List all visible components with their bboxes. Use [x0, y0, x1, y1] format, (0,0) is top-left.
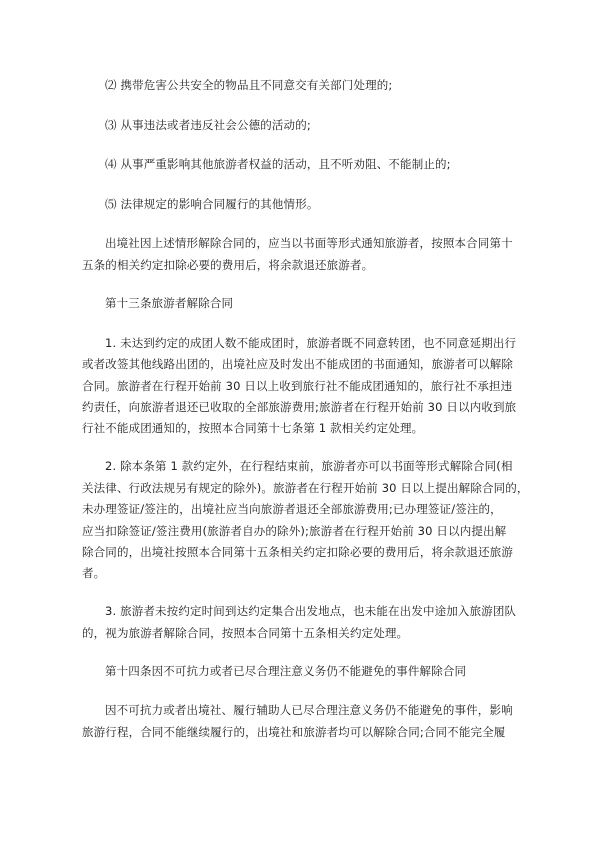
list-item: ⑷ 从事严重影响其他旅游者权益的活动，且不听劝阻、不能制止的; — [105, 157, 451, 171]
list-item: ⑸ 法律规定的影响合同履行的其他情形。 — [105, 197, 319, 211]
paragraph-line: 3. 旅游者未按约定时间到达约定集合出发地点，也未能在出发中途加入旅游团队 — [105, 604, 517, 618]
list-item: ⑶ 从事违法或者违反社会公德的活动的; — [105, 118, 311, 132]
paragraph-line: 1. 未达到约定的成团人数不能成团时，旅游者既不同意转团，也不同意延期出行 — [105, 336, 517, 350]
paragraph-line: 出境社因上述情形解除合同的，应当以书面等形式通知旅游者，按照本合同第十 — [105, 236, 513, 250]
paragraph-line: 除合同的，出境社按照本合同第十五条相关约定扣除必要的费用后，将余款退还旅游 — [82, 545, 514, 559]
section-heading: 第十三条旅游者解除合同 — [105, 296, 234, 310]
list-item: ⑵ 携带危害公共安全的物品且不同意交有关部门处理的; — [105, 78, 393, 92]
paragraph-line: 旅游行程，合同不能继续履行的，出境社和旅游者均可以解除合同;合同不能完全履 — [82, 725, 506, 739]
paragraph-line: 约责任，向旅游者退还已收取的全部旅游费用;旅游者在行程开始前 30 日以内收到旅 — [82, 400, 517, 414]
section-heading: 第十四条因不可抗力或者已尽合理注意义务仍不能避免的事件解除合同 — [105, 664, 467, 678]
paragraph-line: 的，视为旅游者解除合同，按照本合同第十五条相关约定处理。 — [82, 626, 409, 640]
paragraph-line: 行社不能成团通知的，按照本合同第十七条第 1 款相关约定处理。 — [82, 421, 424, 435]
paragraph-line: 或者改签其他线路出团的，出境社应及时发出不能成团的书面通知，旅游者可以解除 — [82, 357, 514, 371]
paragraph-line: 2. 除本条第 1 款约定外，在行程结束前，旅游者亦可以书面等形式解除合同(相 — [105, 459, 513, 473]
paragraph-line: 因不可抗力或者出境社、履行辅助人已尽合理注意义务仍不能避免的事件，影响 — [105, 703, 513, 717]
paragraph-line: 五条的相关约定扣除必要的费用后，将余款退还旅游者。 — [82, 258, 374, 272]
paragraph-line: 未办理签证/签注的，出境社应当向旅游者退还全部旅游费用;已办理签证/签注的， — [82, 502, 502, 516]
paragraph-line: 合同。旅游者在行程开始前 30 日以上收到旅行社不能成团通知的，旅行社不承担违 — [82, 379, 513, 393]
paragraph-line: 关法律、行政法规另有规定的除外)。旅游者在行程开始前 30 日以上提出解除合同的， — [82, 481, 529, 495]
paragraph-line: 应当扣除签证/签注费用(旅游者自办的除外);旅游者在行程开始前 30 日以内提出解 — [82, 524, 507, 538]
paragraph-line: 者。 — [82, 566, 106, 580]
